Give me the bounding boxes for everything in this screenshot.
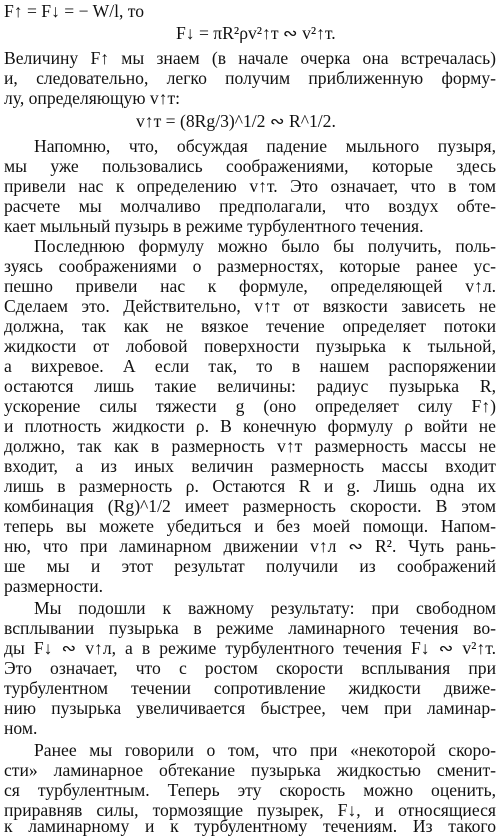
text-line: F↑ = F↓ = − W/l, то [4, 1, 145, 21]
text-line: ном. [4, 718, 38, 738]
text-line: ся турбулентным. Теперь эту скорость можно оценить, [4, 780, 496, 800]
text-line: сти» ламинарное обтекание пузырька жидкостью сменит- [4, 760, 496, 780]
text-line: входит, а из иных величин размерность массы входит [4, 456, 496, 476]
text-line: лу, определяющую v↑т: [4, 88, 181, 108]
text-line: пешно привели нас к формуле, определяющей v↑л. [4, 276, 496, 296]
text-line: остаются лишь такие величины: радиус пузырька R, [4, 376, 496, 396]
text-line: лишь в размерность ρ. Остаются R и g. Лишь одна их [4, 476, 496, 496]
text-line: комбинация (Rg)^1/2 имеет размерность скорости. В этом [4, 496, 496, 516]
text-line: и, следовательно, легко получим приближенную форму- [4, 68, 496, 88]
text-line: жидкости от лобовой поверхности пузырька к тыльной, [4, 336, 496, 356]
text-line: Напомню, что, обсуждая падение мыльного пузыря, [34, 136, 496, 156]
text-line: и плотность жидкости ρ. В конечную формулу ρ войти не [4, 416, 496, 436]
text-line: расчете мы молчаливо предполагали, что воздух обте- [4, 196, 496, 216]
text-line: Сделаем это. Действительно, v↑т от вязкости зависеть не [4, 296, 496, 316]
text-line: ды F↓ ∾ v↑л, а в режиме турбулентного течения F↓ ∾ v²↑т. [4, 638, 496, 658]
text-line: теперь вы можете убедиться и без моей помощи. Напом- [4, 516, 496, 536]
text-line: должна, так как не вязкое течение определяет потоки [4, 316, 496, 336]
text-line: ше мы и этот результат получили из соображений [4, 556, 496, 576]
text-line: Последнюю формулу можно было бы получить, поль- [34, 236, 496, 256]
formula: F↓ = πR²ρv²↑т ∾ v²↑т. [176, 23, 336, 43]
text-line: всплывании пузырька в режиме ламинарного течения во- [4, 618, 496, 638]
text-line: ускорение силы тяжести g (оно определяет силу F↑) [4, 396, 496, 416]
text-line: приравняв силы, тормозящие пузырек, F↓, и относящиеся [4, 800, 496, 820]
text-line: турбулентном течении сопротивление жидкости движе- [4, 678, 496, 698]
text-line: мы уже пользовались соображениями, которые здесь [4, 156, 496, 176]
text-line: нию пузырька увеличивается быстрее, чем при ламинар- [4, 698, 496, 718]
text-line: размерности. [4, 576, 104, 596]
text-line: Ранее мы говорили о том, что при «некоторой скоро- [34, 740, 496, 760]
text-line: Это означает, что с ростом скорости всплывания при [4, 658, 496, 678]
text-line: Мы подошли к важному результату: при свободном [34, 598, 496, 618]
text-line: Величину F↑ мы знаем (в начале очерка она встречалась) [4, 48, 496, 68]
text-line: кает мыльный пузырь в режиме турбулентного течения. [4, 216, 424, 236]
text-line: привели нас к определению v↑т. Это означает, что в том [4, 176, 496, 196]
text-line: ню, что при ламинарном движении v↑л ∾ R². Чуть рань- [4, 536, 496, 556]
formula: v↑т = (8Rg/3)^1/2 ∾ R^1/2. [136, 111, 336, 131]
text-line: должно, так как в размерность v↑т размерность массы не [4, 436, 496, 456]
text-line: к ламинарному и к турбулентному течениям. Из такого [4, 816, 496, 836]
text-line: а вихревое. А если так, то в нашем распоряжении [4, 356, 496, 376]
text-line: зуясь соображениями о размерностях, которые ранее ус- [4, 256, 496, 276]
